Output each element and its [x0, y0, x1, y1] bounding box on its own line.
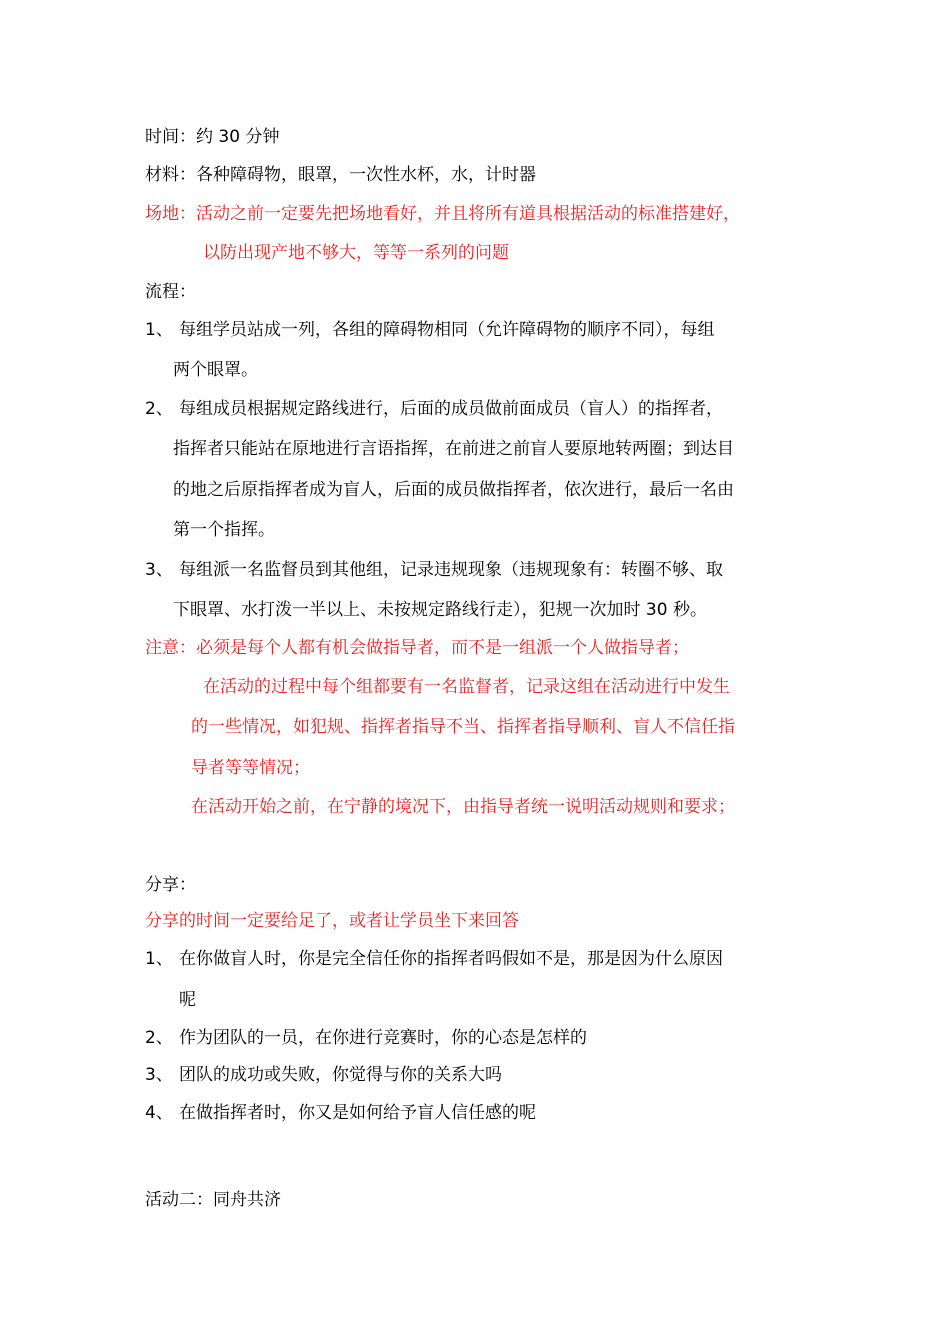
question-2-number: 2、: [145, 1028, 173, 1048]
share-note: 分享的时间一定要给足了，或者让学员坐下来回答: [145, 911, 519, 931]
question-3-number: 3、: [145, 1065, 173, 1085]
step-2-number: 2、: [145, 399, 173, 419]
question-2-line-1: 作为团队的一员，在你进行竞赛时，你的心态是怎样的: [179, 1028, 587, 1048]
note-line-4: 导者等等情况；: [191, 758, 310, 778]
question-4-number: 4、: [145, 1103, 173, 1123]
time-line: 时间：约 30 分钟: [145, 127, 280, 147]
step-2-line-1: 每组成员根据规定路线进行，后面的成员做前面成员（盲人）的指挥者，: [179, 399, 723, 419]
step-3-line-2: 下眼罩、水打泼一半以上、未按规定路线行走），犯规一次加时 30 秒。: [173, 600, 707, 620]
venue-line-2: 以防出现产地不够大，等等一系列的问题: [203, 243, 509, 263]
question-1-line-1: 在你做盲人时，你是完全信任你的指挥者吗假如不是，那是因为什么原因: [179, 949, 723, 969]
step-1-line-1: 每组学员站成一列，各组的障碍物相同（允许障碍物的顺序不同），每组: [179, 320, 715, 340]
step-3-number: 3、: [145, 560, 173, 580]
activity-two-heading: 活动二：同舟共济: [145, 1190, 281, 1210]
step-1-line-2: 两个眼罩。: [173, 360, 258, 380]
materials-line: 材料：各种障碍物，眼罩，一次性水杯，水，计时器: [145, 165, 536, 185]
step-1-number: 1、: [145, 320, 173, 340]
question-3-line-1: 团队的成功或失败，你觉得与你的关系大吗: [179, 1065, 502, 1085]
step-2-line-3: 的地之后原指挥者成为盲人，后面的成员做指挥者，依次进行，最后一名由: [173, 480, 734, 500]
question-1-number: 1、: [145, 949, 173, 969]
step-2-line-2: 指挥者只能站在原地进行言语指挥，在前进之前盲人要原地转两圈；到达目: [173, 439, 734, 459]
note-line-1: 注意：必须是每个人都有机会做指导者，而不是一组派一个人做指导者；: [145, 638, 689, 658]
question-1-line-2: 呢: [179, 990, 196, 1010]
note-line-3: 的一些情况，如犯规、指挥者指导不当、指挥者指导顺利、盲人不信任指: [191, 717, 735, 737]
process-heading: 流程：: [145, 282, 196, 302]
note-line-5: 在活动开始之前，在宁静的境况下，由指导者统一说明活动规则和要求；: [191, 797, 735, 817]
share-heading: 分享：: [145, 875, 196, 895]
question-4-line-1: 在做指挥者时，你又是如何给予盲人信任感的呢: [179, 1103, 536, 1123]
step-3-line-1: 每组派一名监督员到其他组，记录违规现象（违规现象有：转圈不够、取: [179, 560, 723, 580]
step-2-line-4: 第一个指挥。: [173, 520, 275, 540]
venue-line-1: 场地：活动之前一定要先把场地看好，并且将所有道具根据活动的标准搭建好，: [145, 204, 740, 224]
note-line-2: 在活动的过程中每个组都要有一名监督者，记录这组在活动进行中发生: [203, 677, 730, 697]
